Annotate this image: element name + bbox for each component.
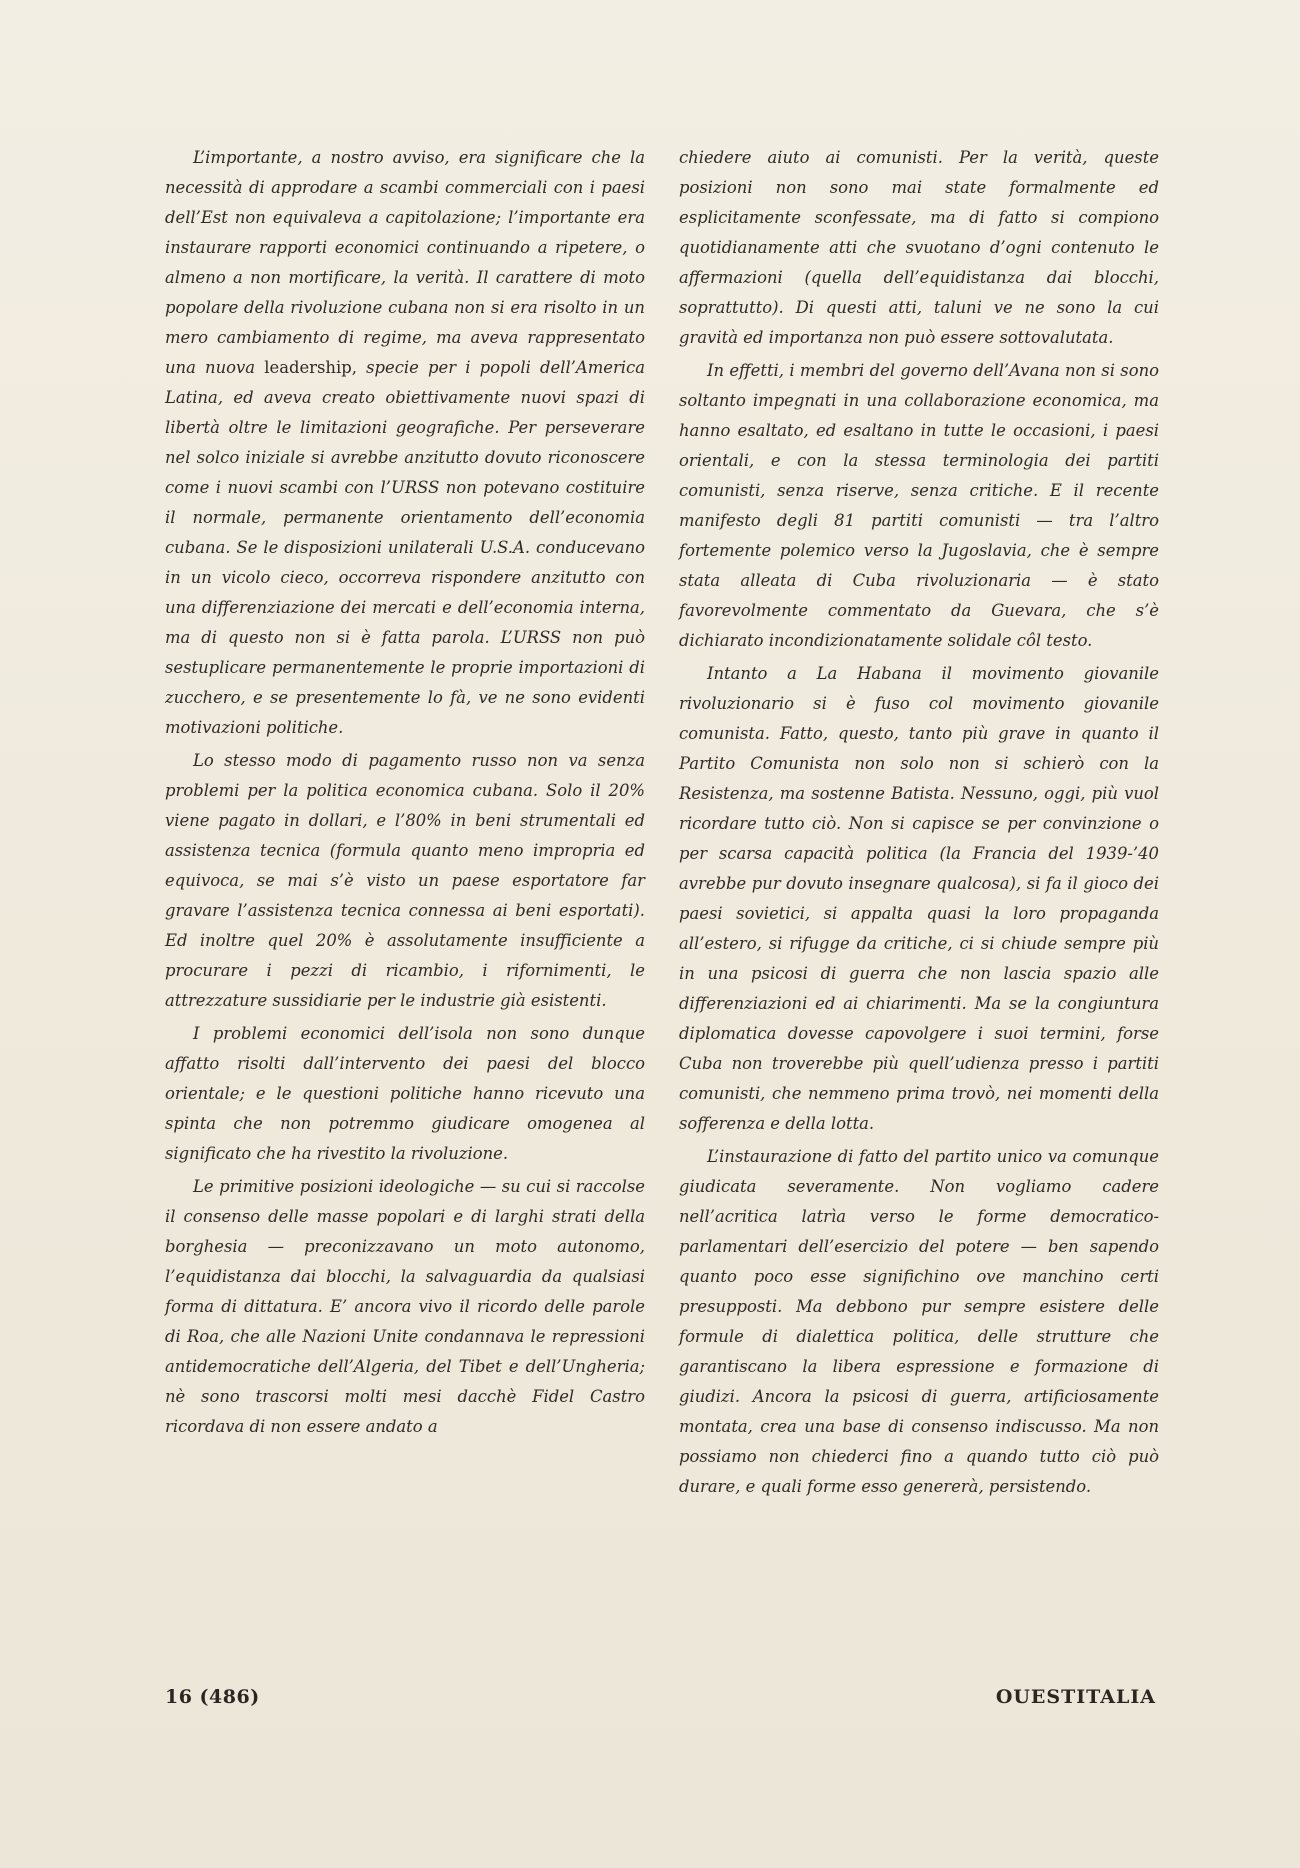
paragraph-continued: chiedere aiuto ai comunisti. Per la verità, queste posizioni non sono mai state formalmente ed esplicitamente sconfessate, ma di fatto si compiono quotidianamente atti che svuotano d’ogni contenuto le affermazioni (quella dell’equidistanza dai blocchi, soprattutto). Di questi atti, taluni ve ne sono la cui gravità ed importanza non può essere sottovalutata. <box>679 148 1159 347</box>
paragraph: Lo stesso modo di pagamento russo non va senza problemi per la politica economica cubana. Solo il 20% viene pagato in dollari, e l’80% in beni strumentali ed assistenza tecnica (formula quanto meno impropria ed equivoca, se mai s’è visto un paese esportatore far gravare l’assistenza tecnica connessa ai beni esportati). Ed inoltre quel 20% è assolutamente insufficiente a procurare i pezzi di ricambio, i rifornimenti, le attrezzature sussidiarie per le industrie già esistenti. <box>165 751 645 1010</box>
paragraph-text: L’importante, a nostro avviso, era significare che la necessità di approdare a scambi commerciali con i paesi dell’Est non equivaleva a capitolazione; l’importante era instaurare rapporti economici continuando a ripetere, o almeno a non mortificare, la verità. Il carattere di moto popolare della rivoluzione cubana non si era risolto in un mero cambiamento di regime, ma aveva rappresentato una nuova <box>165 148 645 377</box>
paragraph: Le primitive posizioni ideologiche — su cui si raccolse il consenso delle masse popolari e di larghi strati della borghesia — preconizzavano un moto autonomo, l’equidistanza dai blocchi, la salvaguardia da qualsiasi forma di dittatura. E’ ancora vivo il ricordo delle parole di Roa, che alle Nazioni Unite condannava le repressioni antidemocratiche dell’Algeria, del Tibet e dell’Ungheria; nè sono trascorsi molti mesi dacchè Fidel Castro ricordava di non essere andato a <box>165 1177 645 1436</box>
text-column-left <box>165 143 645 1445</box>
paragraph: I problemi economici dell’isola non sono dunque affatto risolti dall’intervento dei paesi del blocco orientale; e le questioni politiche hanno ricevuto una spinta che non potremmo giudicare omogenea al significato che ha rivestito la rivoluzione. <box>165 1024 645 1163</box>
paragraph-text: specie per i popoli dell’America Latina, ed aveva creato obiettivamente nuovi spazi di libertà oltre le limitazioni geografiche. Per perseverare nel solco iniziale si avrebbe anzitutto dovuto riconoscere come i nuovi scambi con l’URSS non potevano costituire il normale, permanente orientamento dell’economia cubana. Se le disposizioni unilaterali U.S.A. conducevano in un vicolo cieco, occorreva rispondere anzitutto con una differenziazione dei mercati e dell’economia interna, ma di questo non si è fatta parola. L’URSS non può sestuplicare permanentemente le proprie importazioni di zucchero, e se presentemente lo fà, ve ne sono evidenti motivazioni politiche. <box>165 358 646 737</box>
paragraph: Intanto a La Habana il movimento giovanile rivoluzionario si è fuso col movimento giovanile comunista. Fatto, questo, tanto più grave in quanto il Partito Comunista non solo non si schierò con la Resistenza, ma sostenne Batista. Nessuno, oggi, più vuol ricordare tutto ciò. Non si capisce se per convinzione o per scarsa capacità politica (la Francia del 1939-’40 avrebbe pur dovuto insegnare qualcosa), si fa il gioco dei paesi sovietici, si appalta quasi la loro propaganda all’estero, si rifugge da critiche, ci si chiude sempre più in una psicosi di guerra che non lascia spazio alle differenziazioni ed ai chiarimenti. Ma se la congiuntura diplomatica dovesse capovolgere i suoi termini, forse Cuba non troverebbe più quell’udienza presso i partiti comunisti, che nemmeno prima trovò, nei momenti della sofferenza e della lotta. <box>679 664 1159 1133</box>
magazine-title: OUESTITALIA <box>995 1686 1156 1708</box>
paragraph <box>165 143 645 743</box>
paragraph: L’instaurazione di fatto del partito unico va comunque giudicata severamente. Non vogliamo cadere nell’acritica latrìa verso le forme democratico-parlamentari dell’esercizio del potere — ben sapendo quanto poco esse significhino ove manchino certi presupposti. Ma debbono pur sempre esistere delle formule di dialettica politica, delle strutture che garantiscano la libera espressione e formazione di giudizi. Ancora la psicosi di guerra, artificiosamente montata, crea una base di consenso indiscusso. Ma non possiamo non chiederci fino a quando tutto ciò può durare, e quali forme esso genererà, persistendo. <box>679 1147 1159 1496</box>
page-number: 16 (486) <box>165 1686 260 1708</box>
roman-term: leadership, <box>264 358 357 377</box>
paragraph: In effetti, i membri del governo dell’Avana non si sono soltanto impegnati in una collaborazione economica, ma hanno esaltato, ed esaltano in tutte le occasioni, i paesi orientali, e con la stessa terminologia dei partiti comunisti, senza riserve, senza critiche. E il recente manifesto degli 81 partiti comunisti — tra l’altro fortemente polemico verso la Jugoslavia, che è sempre stata alleata di Cuba rivoluzionaria — è stato favorevolmente commentato da Guevara, che s’è dichiarato incondizionatamente solidale côl testo. <box>679 361 1159 650</box>
text-column-right <box>679 143 1159 1505</box>
